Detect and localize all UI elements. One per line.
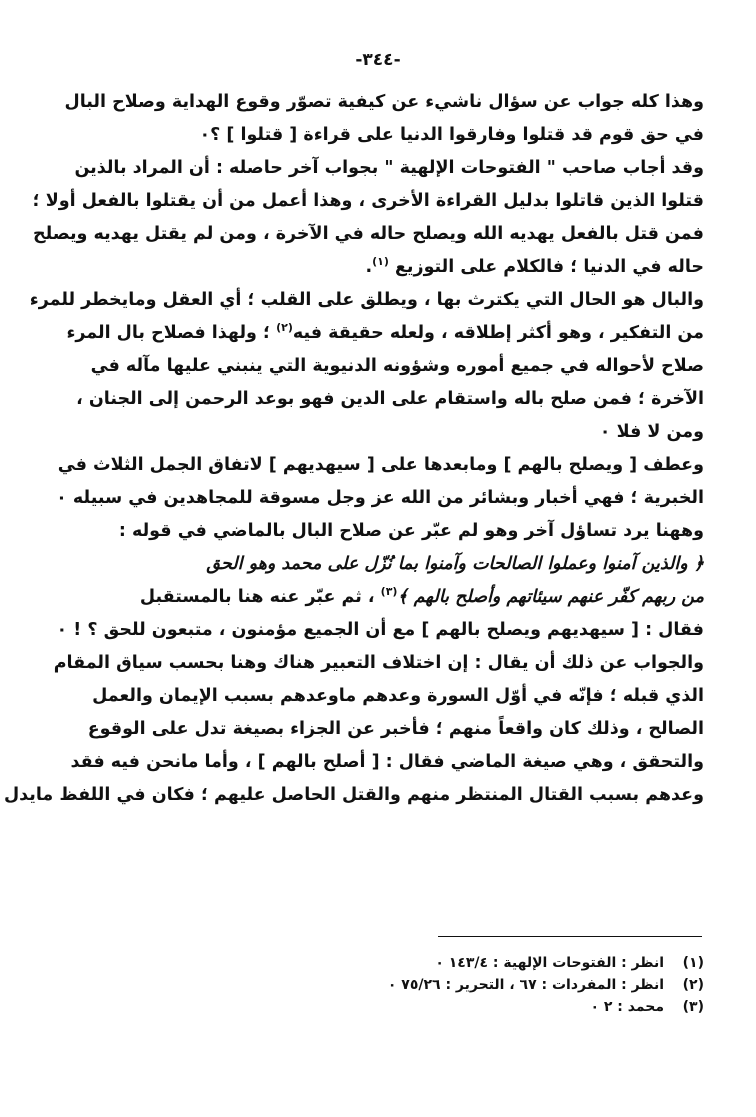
text-segment: حاله في الدنيا ؛ فالكلام على التوزيع: [394, 257, 704, 277]
text-line: ومن لا فلا ٠: [599, 422, 704, 442]
text-line: [62, 581, 704, 614]
footnote-number: (١): [682, 955, 704, 971]
footnote-2: [62, 974, 704, 996]
footnote-marker-3[interactable]: (٣): [380, 585, 398, 599]
text-line: والتحقق ، وهي صيغة الماضي فقال : [ أصلح بالهم ] ، وأما مانحن فيه فقد: [70, 752, 704, 772]
text-line: الآخرة ؛ فمن صلح باله واستقام على الدين فهو بوعد الرحمن إلى الجنان ،: [76, 389, 704, 409]
body-text: [3, 86, 704, 812]
text-segment: .: [365, 257, 373, 277]
text-line: [62, 251, 704, 284]
text-line: فمن قتل بالفعل يهديه الله ويصلح حاله في الآخرة ، ومن لم يقتل يهديه ويصلح: [32, 224, 704, 244]
footnote-marker-1[interactable]: (١): [372, 255, 389, 269]
text-line: والجواب عن ذلك أن يقال : إن اختلاف التعبير هناك وهنا بحسب سياق المقام: [53, 653, 704, 673]
footnote-number: (٣): [682, 999, 704, 1015]
text-line: والبال هو الحال التي يكترث بها ، ويطلق على القلب ؛ أي العقل ومايخطر للمرء: [29, 290, 704, 310]
footnote-1: [62, 952, 704, 974]
page-number: -٣٤٤-: [355, 50, 401, 70]
text-line: وعدهم بسبب القتال المنتظر منهم والقتل الحاصل عليهم ؛ فكان في اللفظ مايدل: [3, 785, 704, 805]
text-line: وقد أجاب صاحب " الفتوحات الإلهية " بجواب آخر حاصله : أن المراد بالذين: [74, 158, 704, 178]
footnote-divider: [438, 936, 702, 937]
text-line: الخبرية ؛ فهي أخبار وبشائر من الله عز وجل مسوقة للمجاهدين في سبيله ٠: [56, 488, 704, 508]
text-segment: ، ثم عبّر عنه هنا بالمستقبل: [139, 587, 381, 607]
text-segment: ؛ ولهذا فصلاح بال المرء: [66, 323, 277, 343]
text-line: قتلوا الذين قاتلوا بدليل القراءة الأخرى ، وهذا أعمل من أن يقتلوا بالفعل أولا ؛: [32, 191, 704, 211]
text-line: الصالح ، وذلك كان واقعاً منهم ؛ فأخبر عن الجزاء بصيغة تدل على الوقوع: [87, 719, 704, 739]
text-line: [62, 317, 704, 350]
text-line: في حق قوم قد قتلوا وفارقوا الدنيا على قراءة [ قتلوا ] ؟٠: [199, 125, 704, 145]
quran-verse-segment: من ربهم كفّر عنهم سيئاتهم وأصلح بالهم ﴾: [397, 587, 704, 607]
text-line: وهذا كله جواب عن سؤال ناشيء عن كيفية تصوّر وقوع الهداية وصلاح البال: [64, 92, 704, 112]
text-segment: من التفكير ، وهو أكثر إطلاقه ، ولعله حقيقة فيه: [292, 323, 704, 343]
quran-verse-line: ﴿ والذين آمنوا وعملوا الصالحات وآمنوا بما نُزّل على محمد وهو الحق: [206, 554, 704, 574]
footnote-text: محمد : ٢ ٠: [590, 999, 664, 1015]
footnote-text: انظر : المفردات : ٦٧ ، التحرير : ٧٥/٢٦ ٠: [387, 977, 664, 993]
footnotes: [62, 952, 704, 1018]
footnote-number: (٢): [682, 977, 704, 993]
text-line: الذي قبله ؛ فإنّه في أوّل السورة وعدهم ماوعدهم بسبب الإيمان والعمل: [92, 686, 704, 706]
text-line: وههنا يرد تساؤل آخر وهو لم عبّر عن صلاح البال بالماضي في قوله :: [118, 521, 704, 541]
footnote-marker-2[interactable]: (٢): [276, 321, 293, 335]
text-line: وعطف [ ويصلح بالهم ] ومابعدها على [ سيهديهم ] لاتفاق الجمل الثلاث في: [57, 455, 704, 475]
text-line: فقال : [ سيهديهم ويصلح بالهم ] مع أن الجميع مؤمنون ، متبعون للحق ؟ ! ٠: [56, 620, 704, 640]
text-line: صلاح لأحواله في جميع أموره وشؤونه الدنيوية التي ينبني عليها مآله في: [90, 356, 704, 376]
footnote-3: [62, 996, 704, 1018]
footnote-text: انظر : الفتوحات الإلهية : ١٤٣/٤ ٠: [435, 955, 664, 971]
